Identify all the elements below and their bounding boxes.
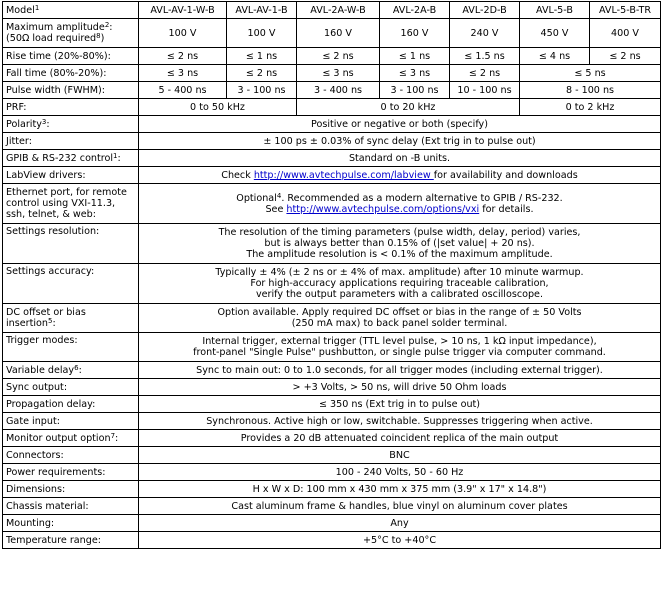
ethernet-label-line: Ethernet port, for remote	[6, 187, 127, 198]
resolution-label: Settings resolution:	[3, 224, 139, 264]
prf-value: 0 to 50 kHz	[139, 99, 297, 116]
labview-text: Check	[221, 169, 254, 181]
dc-offset-label: DC offset or bias	[6, 307, 86, 318]
delay-label: Variable delay	[6, 364, 75, 376]
accuracy-line: Typically ± 4% (± 2 ns or ± 4% of max. amplitude) after 10 minute warmup.	[215, 267, 584, 278]
gate-label: Gate input:	[3, 413, 139, 430]
chassis-label: Chassis material:	[3, 498, 139, 515]
amplitude-sublabel-end: )	[100, 33, 105, 44]
spec-table	[2, 1, 661, 549]
propagation-value: ≤ 350 ns (Ext trig in to pulse out)	[139, 396, 661, 413]
vxi-link[interactable]: http://www.avtechpulse.com/options/vxi	[286, 203, 480, 215]
chassis-value: Cast aluminum frame & handles, blue vinyl on aluminum cover plates	[139, 498, 661, 515]
polarity-label-end: :	[46, 118, 50, 130]
row-gate-input	[3, 413, 661, 430]
dc-offset-value-cell	[139, 304, 661, 333]
amplitude-sublabel: (50Ω load required	[6, 33, 97, 44]
amplitude-value: 100 V	[139, 19, 227, 48]
amplitude-label-cell: Maximum amplitude$^2$: (50Ω load required$^8$)	[3, 19, 139, 48]
dc-offset-label: insertion	[6, 318, 48, 329]
ethernet-text: See	[265, 203, 287, 215]
monitor-label: Monitor output option	[6, 432, 111, 444]
jitter-value: ± 100 ps ± 0.03% of sync delay (Ext trig in to pulse out)	[139, 133, 661, 150]
row-fall-time	[3, 65, 661, 82]
row-labview	[3, 167, 661, 184]
trigger-value-cell	[139, 333, 661, 362]
pulse-width-label: Pulse width (FWHM):	[3, 82, 139, 99]
dc-offset-label-cell	[3, 304, 139, 333]
polarity-label-cell	[3, 116, 139, 133]
footnote-ref: 1	[113, 151, 118, 160]
rise-time-value: ≤ 1 ns	[227, 48, 297, 65]
model-header-5: AVL-2D-B	[450, 2, 520, 19]
rise-time-value: ≤ 4 ns	[520, 48, 590, 65]
trigger-label: Trigger modes:	[3, 333, 139, 362]
propagation-label: Propagation delay:	[3, 396, 139, 413]
row-settings-accuracy	[3, 264, 661, 304]
row-sync-output	[3, 379, 661, 396]
pulse-width-value: 3 - 400 ns	[297, 82, 380, 99]
rise-time-value: ≤ 1.5 ns	[450, 48, 520, 65]
model-label-cell	[3, 2, 139, 19]
amplitude-value: 240 V	[450, 19, 520, 48]
pulse-width-value: 8 - 100 ns	[520, 82, 661, 99]
ethernet-label-line: control using VXI-11.3,	[6, 198, 116, 209]
connectors-value: BNC	[139, 447, 661, 464]
ethernet-text: Optional	[236, 192, 277, 204]
power-value: 100 - 240 Volts, 50 - 60 Hz	[139, 464, 661, 481]
footnote-ref: 2	[104, 21, 110, 29]
rise-time-value: ≤ 2 ns	[297, 48, 380, 65]
prf-value: 0 to 20 kHz	[297, 99, 520, 116]
row-propagation-delay	[3, 396, 661, 413]
fall-time-value: ≤ 2 ns	[227, 65, 297, 82]
model-header-3: AVL-2A-W-B	[297, 2, 380, 19]
row-trigger-modes	[3, 333, 661, 362]
amplitude-value: 400 V	[590, 19, 661, 48]
gate-value: Synchronous. Active high or low, switchable. Suppresses triggering when active.	[139, 413, 661, 430]
resolution-line: The amplitude resolution is < 0.1% of the maximum amplitude.	[246, 249, 553, 260]
amplitude-value: 160 V	[380, 19, 450, 48]
accuracy-value-cell	[139, 264, 661, 304]
labview-label: LabView drivers:	[3, 167, 139, 184]
model-header-2: AVL-AV-1-B	[227, 2, 297, 19]
rise-time-label: Rise time (20%-80%):	[3, 48, 139, 65]
delay-label-end: :	[78, 364, 82, 376]
connectors-label: Connectors:	[3, 447, 139, 464]
row-temperature	[3, 532, 661, 549]
row-model	[3, 2, 661, 19]
footnote-ref: 3	[41, 117, 47, 126]
row-rise-time	[3, 48, 661, 65]
pulse-width-value: 5 - 400 ns	[139, 82, 227, 99]
accuracy-line: For high-accuracy applications requiring traceable calibration,	[250, 278, 549, 289]
monitor-value: Provides a 20 dB attenuated coincident replica of the main output	[139, 430, 661, 447]
prf-label: PRF:	[3, 99, 139, 116]
pulse-width-value: 10 - 100 ns	[450, 82, 520, 99]
fall-time-value: ≤ 3 ns	[139, 65, 227, 82]
footnote-ref: 5	[47, 317, 53, 325]
delay-value: Sync to main out: 0 to 1.0 seconds, for all trigger modes (including external trigger).	[139, 362, 661, 379]
row-dc-offset	[3, 304, 661, 333]
dimensions-value: H x W x D: 100 mm x 430 mm x 375 mm (3.9" x 17" x 14.8")	[139, 481, 661, 498]
row-chassis	[3, 498, 661, 515]
polarity-label: Polarity	[6, 118, 42, 130]
trigger-line: front-panel "Single Pulse" pushbutton, or single pulse trigger via computer command.	[193, 347, 606, 358]
footnote-ref: 4	[276, 191, 282, 200]
power-label: Power requirements:	[3, 464, 139, 481]
footnote-ref: 1	[34, 3, 40, 12]
mounting-value: Any	[139, 515, 661, 532]
row-mounting	[3, 515, 661, 532]
model-header-6: AVL-5-B	[520, 2, 590, 19]
row-variable-delay	[3, 362, 661, 379]
monitor-label-cell	[3, 430, 139, 447]
gpib-label-end: :	[117, 152, 121, 164]
prf-value: 0 to 2 kHz	[520, 99, 661, 116]
amplitude-value: 160 V	[297, 19, 380, 48]
labview-text: for availability and downloads	[433, 169, 578, 181]
mounting-label: Mounting:	[3, 515, 139, 532]
sync-label: Sync output:	[3, 379, 139, 396]
temperature-value: +5°C to +40°C	[139, 532, 661, 549]
pulse-width-value: 3 - 100 ns	[380, 82, 450, 99]
model-header-7: AVL-5-B-TR	[590, 2, 661, 19]
resolution-value-cell	[139, 224, 661, 264]
model-header-1: AVL-AV-1-W-B	[139, 2, 227, 19]
ethernet-text: . Recommended as a modern alternative to GPIB / RS-232.	[281, 192, 563, 204]
resolution-line: The resolution of the timing parameters (pulse width, delay, period) varies,	[218, 227, 581, 238]
trigger-line: Internal trigger, external trigger (TTL level pulse, > 10 ns, 1 kΩ input impedance),	[202, 336, 597, 347]
sync-value: > +3 Volts, > 50 ns, will drive 50 Ohm loads	[139, 379, 661, 396]
fall-time-value: ≤ 5 ns	[520, 65, 661, 82]
rise-time-value: ≤ 1 ns	[380, 48, 450, 65]
fall-time-value: ≤ 2 ns	[450, 65, 520, 82]
labview-link[interactable]: http://www.avtechpulse.com/labview	[253, 169, 434, 181]
fall-time-value: ≤ 3 ns	[297, 65, 380, 82]
ethernet-text: for details.	[479, 203, 534, 215]
amplitude-label: Maximum amplitude	[6, 22, 105, 33]
row-gpib	[3, 150, 661, 167]
temperature-label: Temperature range:	[3, 532, 139, 549]
accuracy-line: verify the output parameters with a calibrated oscilloscope.	[255, 289, 544, 300]
footnote-ref: 6	[74, 363, 79, 372]
monitor-label-end: :	[115, 432, 119, 444]
amplitude-value: 450 V	[520, 19, 590, 48]
jitter-label: Jitter:	[3, 133, 139, 150]
row-connectors	[3, 447, 661, 464]
rise-time-value: ≤ 2 ns	[590, 48, 661, 65]
rise-time-value: ≤ 2 ns	[139, 48, 227, 65]
dc-offset-line: (250 mA max) to back panel solder terminal.	[291, 318, 508, 329]
row-settings-resolution	[3, 224, 661, 264]
gpib-value: Standard on -B units.	[139, 150, 661, 167]
footnote-ref: 7	[110, 431, 116, 440]
gpib-label: GPIB & RS-232 control	[6, 152, 114, 164]
ethernet-label-line: ssh, telnet, & web:	[6, 209, 96, 220]
accuracy-label: Settings accuracy:	[3, 264, 139, 304]
polarity-value: Positive or negative or both (specify)	[139, 116, 661, 133]
model-header-4: AVL-2A-B	[380, 2, 450, 19]
fall-time-value: ≤ 3 ns	[380, 65, 450, 82]
labview-value-cell	[139, 167, 661, 184]
delay-label-cell	[3, 362, 139, 379]
ethernet-label-cell	[3, 184, 139, 224]
dimensions-label: Dimensions:	[3, 481, 139, 498]
pulse-width-value: 3 - 100 ns	[227, 82, 297, 99]
gpib-label-cell	[3, 150, 139, 167]
dc-offset-line: Option available. Apply required DC offset or bias in the range of ± 50 Volts	[217, 307, 582, 318]
row-power	[3, 464, 661, 481]
row-polarity	[3, 116, 661, 133]
fall-time-label: Fall time (80%-20%):	[3, 65, 139, 82]
row-amplitude	[3, 19, 661, 48]
amplitude-value: 100 V	[227, 19, 297, 48]
row-prf	[3, 99, 661, 116]
resolution-line: but is always better than 0.15% of (|set value| + 20 ns).	[264, 238, 535, 249]
footnote-ref: 8	[96, 32, 101, 40]
row-pulse-width	[3, 82, 661, 99]
ethernet-value-cell	[139, 184, 661, 224]
row-ethernet	[3, 184, 661, 224]
dc-offset-label-end: :	[52, 318, 56, 329]
row-jitter	[3, 133, 661, 150]
row-dimensions	[3, 481, 661, 498]
row-monitor-output	[3, 430, 661, 447]
model-label: Model	[6, 4, 35, 16]
